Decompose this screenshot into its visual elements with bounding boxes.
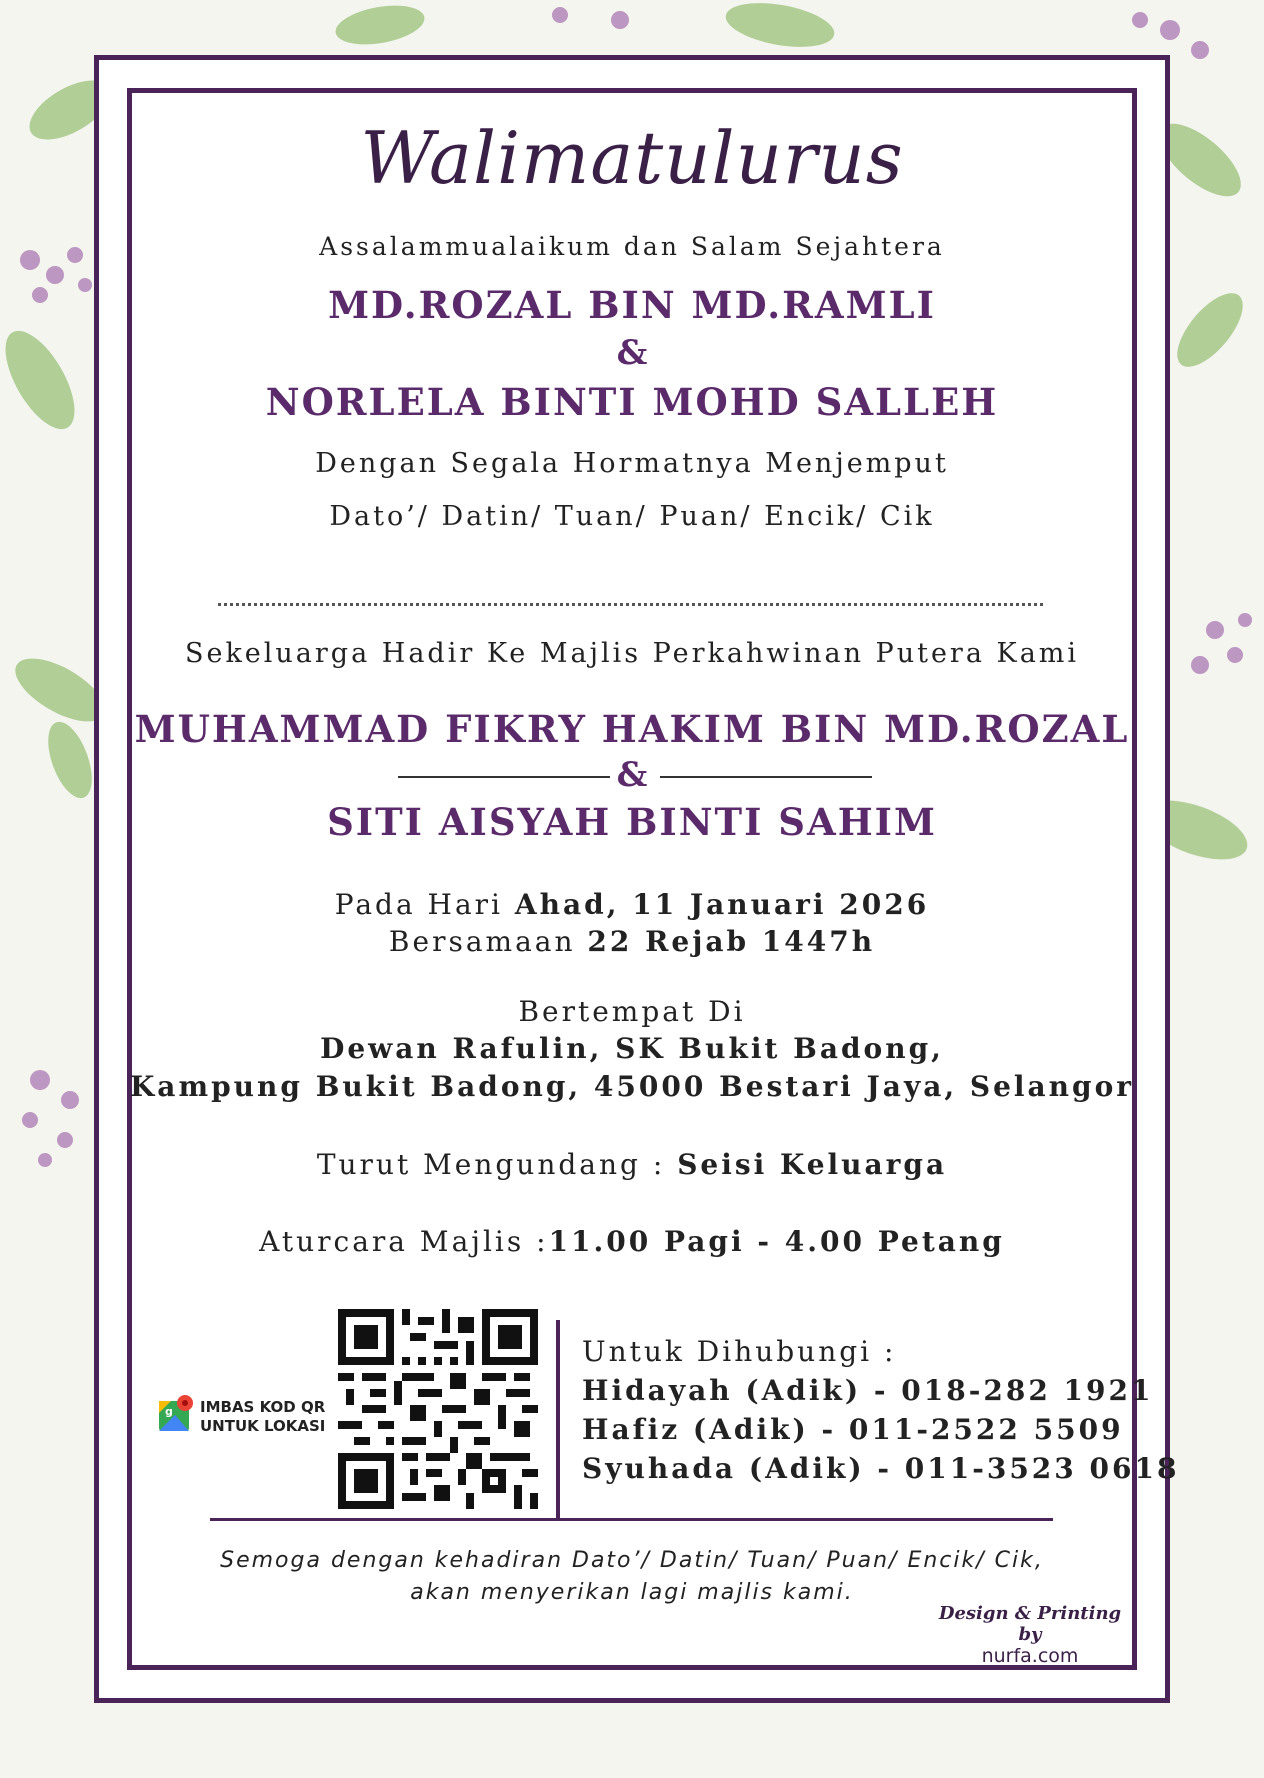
hijri-line — [0, 925, 1264, 958]
cohost-label: Turut Mengundang : — [316, 1148, 678, 1181]
greeting: Assalammualaikum dan Salam Sejahtera — [319, 232, 945, 261]
closing-line-1: Semoga dengan kehadiran Dato’/ Datin/ Tuan/ Puan/ Encik/ Cik, — [220, 1548, 1044, 1573]
family-line: Sekeluarga Hadir Ke Majlis Perkahwinan Putera Kami — [184, 638, 1080, 669]
schedule-label: Aturcara Majlis : — [259, 1225, 549, 1258]
qr-caption-line-1: IMBAS KOD QR — [200, 1398, 326, 1416]
contact-item: Syuhada (Adik) - 011-3523 0618 — [582, 1452, 1180, 1485]
svg-text:g: g — [165, 1405, 173, 1418]
couple-ampersand: & — [616, 755, 648, 795]
parents-ampersand: & — [616, 333, 648, 373]
printer-credit — [930, 1603, 1130, 1667]
cohost-line — [0, 1148, 1264, 1181]
contact-label: Untuk Dihubungi : — [582, 1335, 897, 1368]
venue-line-2: Kampung Bukit Badong, 45000 Bestari Jaya, Selangor — [129, 1070, 1135, 1103]
horizontal-divider — [210, 1518, 1053, 1521]
venue-line-1: Dewan Rafulin, SK Bukit Badong, — [320, 1032, 944, 1065]
contact-item: Hidayah (Adik) - 018-282 1921 — [582, 1374, 1154, 1407]
credit-url: nurfa.com — [981, 1645, 1079, 1667]
father-name: MD.ROZAL BIN MD.RAMLI — [328, 283, 936, 327]
dotted-guest-line — [218, 603, 1043, 606]
groom-name: MUHAMMAD FIKRY HAKIM BIN MD.ROZAL — [134, 707, 1130, 751]
contact-item: Hafiz (Adik) - 011-2522 5509 — [582, 1413, 1124, 1446]
date-prefix: Pada Hari — [334, 888, 515, 921]
credit-script: Design & Printing by — [938, 1603, 1122, 1645]
invite-line-1: Dengan Segala Hormatnya Menjemput — [315, 448, 949, 479]
right-rule — [660, 776, 872, 778]
date-line — [0, 888, 1264, 921]
vertical-divider — [556, 1320, 560, 1518]
schedule-value: 11.00 Pagi - 4.00 Petang — [548, 1225, 1005, 1258]
qr-caption-line-2: UNTUK LOKASI — [200, 1417, 326, 1435]
hijri-prefix: Bersamaan — [388, 925, 588, 958]
mother-name: NORLELA BINTI MOHD SALLEH — [265, 380, 999, 424]
qr-caption — [200, 1398, 325, 1436]
google-maps-icon — [157, 1393, 197, 1433]
hijri-value: 22 Rejab 1447h — [587, 925, 876, 958]
bride-name: SITI AISYAH BINTI SAHIM — [327, 800, 937, 844]
invite-line-2: Dato’/ Datin/ Tuan/ Puan/ Encik/ Cik — [329, 501, 935, 532]
cohost-value: Seisi Keluarga — [677, 1148, 948, 1181]
closing-line-2: akan menyerikan lagi majlis kami. — [410, 1580, 854, 1605]
date-value: Ahad, 11 Januari 2026 — [514, 888, 930, 921]
schedule-line — [0, 1225, 1264, 1258]
script-title: Walimatulurus — [360, 116, 904, 200]
qr-code[interactable] — [338, 1309, 538, 1509]
venue-label: Bertempat Di — [518, 995, 746, 1028]
